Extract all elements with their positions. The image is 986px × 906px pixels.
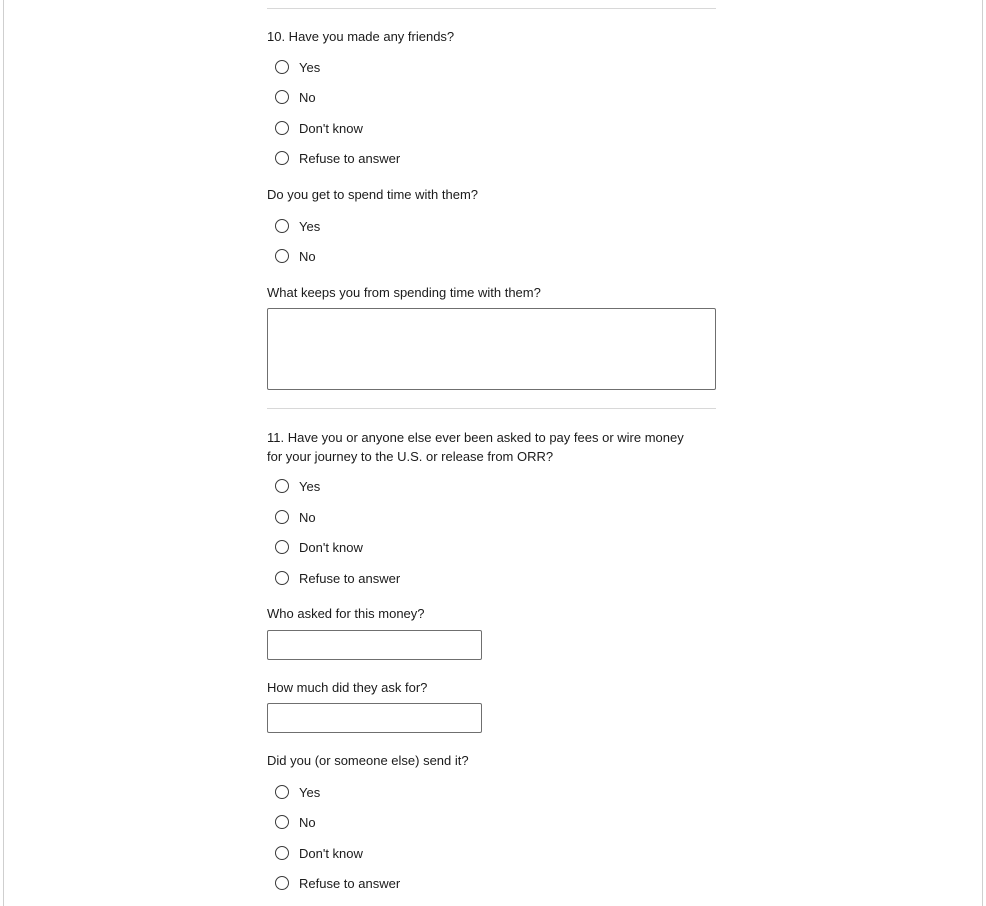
- q10-followup-option-yes[interactable]: [275, 216, 320, 236]
- radio-button[interactable]: [275, 90, 289, 104]
- q10-option-yes[interactable]: [275, 57, 320, 77]
- q11-option-yes[interactable]: [275, 476, 320, 496]
- radio-button[interactable]: [275, 121, 289, 135]
- radio-button[interactable]: [275, 815, 289, 829]
- what-keeps-you-textarea[interactable]: [267, 308, 716, 390]
- sent-option-no[interactable]: [275, 812, 316, 832]
- question-10-label: 10. Have you made any friends?: [267, 29, 455, 44]
- radio-label: Yes: [299, 784, 321, 800]
- radio-button[interactable]: [275, 60, 289, 74]
- q10-followup-spend-time-label: Do you get to spend time with them?: [267, 187, 479, 202]
- radio-label: Refuse to answer: [299, 570, 401, 586]
- radio-label: Don't know: [299, 845, 363, 861]
- radio-button[interactable]: [275, 151, 289, 165]
- q10-what-keeps-you-label: What keeps you from spending time with them?: [267, 285, 541, 300]
- q11-option-refuse[interactable]: [275, 568, 400, 588]
- section-divider: [267, 8, 716, 9]
- radio-label: Don't know: [299, 120, 363, 136]
- who-asked-label: Who asked for this money?: [267, 606, 425, 621]
- radio-label: Refuse to answer: [299, 875, 401, 891]
- radio-button[interactable]: [275, 571, 289, 585]
- how-much-label: How much did they ask for?: [267, 680, 428, 695]
- section-divider: [267, 408, 716, 409]
- radio-button[interactable]: [275, 785, 289, 799]
- sent-option-dont-know[interactable]: [275, 843, 363, 863]
- radio-label: No: [299, 814, 316, 830]
- radio-button[interactable]: [275, 219, 289, 233]
- radio-label: No: [299, 248, 316, 264]
- did-you-send-label: Did you (or someone else) send it?: [267, 753, 469, 768]
- how-much-input[interactable]: [267, 703, 482, 733]
- q10-option-refuse[interactable]: [275, 148, 400, 168]
- radio-button[interactable]: [275, 510, 289, 524]
- q10-option-no[interactable]: [275, 87, 316, 107]
- radio-button[interactable]: [275, 249, 289, 263]
- form-page: [3, 0, 983, 906]
- sent-option-refuse[interactable]: [275, 873, 400, 893]
- q10-followup-option-no[interactable]: [275, 246, 316, 266]
- who-asked-input[interactable]: [267, 630, 482, 660]
- radio-label: Yes: [299, 478, 321, 494]
- q11-option-dont-know[interactable]: [275, 537, 363, 557]
- radio-button[interactable]: [275, 540, 289, 554]
- radio-button[interactable]: [275, 846, 289, 860]
- radio-label: Yes: [299, 59, 321, 75]
- q10-option-dont-know[interactable]: [275, 118, 363, 138]
- radio-button[interactable]: [275, 479, 289, 493]
- sent-option-yes[interactable]: [275, 782, 320, 802]
- q11-option-no[interactable]: [275, 507, 316, 527]
- question-11-line-1: 11. Have you or anyone else ever been asked to pay fees or wire money: [267, 430, 684, 445]
- radio-label: Refuse to answer: [299, 150, 401, 166]
- question-11-label: [267, 429, 684, 466]
- radio-label: No: [299, 509, 316, 525]
- radio-button[interactable]: [275, 876, 289, 890]
- radio-label: Yes: [299, 218, 321, 234]
- radio-label: No: [299, 89, 316, 105]
- question-11-line-2: for your journey to the U.S. or release from ORR?: [267, 448, 554, 464]
- radio-label: Don't know: [299, 539, 363, 555]
